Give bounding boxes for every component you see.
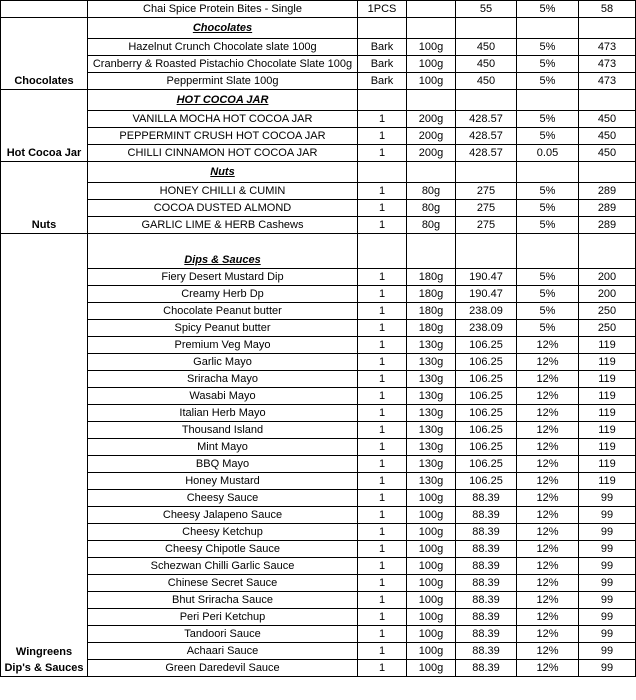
table-row: [1, 73, 636, 90]
item-price: 88.39: [456, 507, 517, 524]
table-row: [1, 473, 636, 490]
item-unit: 1: [358, 626, 407, 643]
table-row: [1, 217, 636, 234]
item-name: Tandoori Sauce: [88, 626, 358, 643]
item-qty: 80g: [407, 217, 456, 234]
item-unit: 1PCS: [358, 1, 407, 18]
table-row: [1, 388, 636, 405]
item-tax: 12%: [517, 405, 579, 422]
empty-cell: [579, 90, 636, 111]
item-qty: 100g: [407, 626, 456, 643]
table-row: [1, 145, 636, 162]
item-unit: Bark: [358, 56, 407, 73]
item-unit: 1: [358, 388, 407, 405]
empty-cell: [407, 162, 456, 183]
table-row: [1, 456, 636, 473]
item-tax: 12%: [517, 507, 579, 524]
item-total: 119: [579, 422, 636, 439]
item-tax: 12%: [517, 439, 579, 456]
item-qty: 200g: [407, 145, 456, 162]
item-tax: 5%: [517, 73, 579, 90]
item-price: 450: [456, 73, 517, 90]
item-unit: 1: [358, 128, 407, 145]
table-row: [1, 422, 636, 439]
item-qty: 100g: [407, 558, 456, 575]
empty-cell: [358, 162, 407, 183]
item-unit: 1: [358, 439, 407, 456]
item-total: 200: [579, 269, 636, 286]
table-row: [1, 128, 636, 145]
item-total: 119: [579, 473, 636, 490]
table-row: [1, 1, 636, 18]
item-qty: 180g: [407, 286, 456, 303]
item-qty: 80g: [407, 183, 456, 200]
item-tax: 5%: [517, 1, 579, 18]
item-unit: 1: [358, 111, 407, 128]
empty-cell: [579, 18, 636, 39]
item-qty: 130g: [407, 337, 456, 354]
item-price: 450: [456, 39, 517, 56]
item-tax: 12%: [517, 575, 579, 592]
item-price: 450: [456, 56, 517, 73]
item-tax: 12%: [517, 371, 579, 388]
item-qty: 130g: [407, 405, 456, 422]
table-row: [1, 592, 636, 609]
table-row: [1, 371, 636, 388]
item-tax: 12%: [517, 388, 579, 405]
table-row: [1, 39, 636, 56]
section-heading-row: [1, 162, 636, 183]
table-row: [1, 541, 636, 558]
item-unit: 1: [358, 337, 407, 354]
item-total: 119: [579, 337, 636, 354]
empty-cell: [579, 162, 636, 183]
item-tax: 5%: [517, 200, 579, 217]
item-total: 99: [579, 643, 636, 660]
section-heading-row: [1, 18, 636, 39]
item-tax: 12%: [517, 558, 579, 575]
item-unit: Bark: [358, 73, 407, 90]
item-name: Chinese Secret Sauce: [88, 575, 358, 592]
category-cell: Nuts: [1, 162, 88, 234]
item-tax: 12%: [517, 626, 579, 643]
category-line: Wingreens: [15, 646, 73, 658]
item-tax: 12%: [517, 524, 579, 541]
item-tax: 5%: [517, 39, 579, 56]
item-qty: 200g: [407, 128, 456, 145]
item-price: 106.25: [456, 388, 517, 405]
item-total: 473: [579, 73, 636, 90]
item-qty: 100g: [407, 541, 456, 558]
item-tax: 12%: [517, 660, 579, 677]
item-total: 250: [579, 320, 636, 337]
item-total: 250: [579, 303, 636, 320]
item-price: 238.09: [456, 303, 517, 320]
item-unit: Bark: [358, 39, 407, 56]
section-heading: HOT COCOA JAR: [88, 90, 358, 111]
item-tax: 12%: [517, 592, 579, 609]
table-row: [1, 660, 636, 677]
item-name: HONEY CHILLI & CUMIN: [88, 183, 358, 200]
category-line: Dip's & Sauces: [4, 662, 84, 674]
item-unit: 1: [358, 303, 407, 320]
empty-cell: [517, 162, 579, 183]
item-price: 275: [456, 183, 517, 200]
item-tax: 5%: [517, 111, 579, 128]
item-unit: 1: [358, 320, 407, 337]
item-tax: 12%: [517, 490, 579, 507]
table-row: [1, 337, 636, 354]
empty-cell: [358, 234, 407, 269]
item-total: 450: [579, 111, 636, 128]
item-tax: 5%: [517, 183, 579, 200]
item-qty: 130g: [407, 439, 456, 456]
table-row: [1, 575, 636, 592]
item-price: 106.25: [456, 422, 517, 439]
item-name: Peri Peri Ketchup: [88, 609, 358, 626]
item-total: 119: [579, 388, 636, 405]
item-total: 58: [579, 1, 636, 18]
item-name: Cheesy Chipotle Sauce: [88, 541, 358, 558]
item-qty: 200g: [407, 111, 456, 128]
item-qty: 100g: [407, 592, 456, 609]
item-unit: 1: [358, 200, 407, 217]
item-unit: 1: [358, 660, 407, 677]
item-name: Mint Mayo: [88, 439, 358, 456]
item-name: Sriracha Mayo: [88, 371, 358, 388]
item-tax: 12%: [517, 643, 579, 660]
item-tax: 5%: [517, 320, 579, 337]
item-name: Chocolate Peanut butter: [88, 303, 358, 320]
table-row: [1, 200, 636, 217]
item-unit: 1: [358, 558, 407, 575]
table-row: [1, 490, 636, 507]
item-price: 88.39: [456, 524, 517, 541]
item-price: 55: [456, 1, 517, 18]
item-name: Chai Spice Protein Bites - Single: [88, 1, 358, 18]
table-row: [1, 609, 636, 626]
category-cell: Hot Cocoa Jar: [1, 90, 88, 162]
item-qty: 100g: [407, 643, 456, 660]
item-name: Schezwan Chilli Garlic Sauce: [88, 558, 358, 575]
table-row: [1, 320, 636, 337]
item-name: VANILLA MOCHA HOT COCOA JAR: [88, 111, 358, 128]
item-tax: 12%: [517, 456, 579, 473]
item-name: Cheesy Jalapeno Sauce: [88, 507, 358, 524]
item-total: 119: [579, 439, 636, 456]
category-cell: [1, 234, 88, 677]
empty-cell: [407, 18, 456, 39]
item-tax: 5%: [517, 128, 579, 145]
item-price: 106.25: [456, 405, 517, 422]
item-name: Creamy Herb Dp: [88, 286, 358, 303]
item-name: PEPPERMINT CRUSH HOT COCOA JAR: [88, 128, 358, 145]
item-total: 99: [579, 507, 636, 524]
empty-cell: [407, 234, 456, 269]
item-total: 450: [579, 145, 636, 162]
item-tax: 5%: [517, 286, 579, 303]
item-qty: 100g: [407, 507, 456, 524]
item-qty: 100g: [407, 39, 456, 56]
item-price: 106.25: [456, 439, 517, 456]
item-unit: 1: [358, 541, 407, 558]
item-qty: 130g: [407, 388, 456, 405]
item-tax: 5%: [517, 217, 579, 234]
item-total: 450: [579, 128, 636, 145]
item-unit: 1: [358, 524, 407, 541]
item-total: 289: [579, 200, 636, 217]
empty-cell: [358, 90, 407, 111]
table-row: [1, 439, 636, 456]
item-name: Cheesy Sauce: [88, 490, 358, 507]
item-total: 99: [579, 541, 636, 558]
item-name: Spicy Peanut butter: [88, 320, 358, 337]
item-tax: 12%: [517, 541, 579, 558]
item-unit: 1: [358, 217, 407, 234]
item-price: 275: [456, 200, 517, 217]
table-row: [1, 524, 636, 541]
item-qty: 100g: [407, 575, 456, 592]
item-unit: 1: [358, 371, 407, 388]
item-name: BBQ Mayo: [88, 456, 358, 473]
item-name: Premium Veg Mayo: [88, 337, 358, 354]
item-price: 106.25: [456, 473, 517, 490]
item-name: GARLIC LIME & HERB Cashews: [88, 217, 358, 234]
item-unit: 1: [358, 507, 407, 524]
item-unit: 1: [358, 456, 407, 473]
item-price: 88.39: [456, 541, 517, 558]
item-total: 99: [579, 558, 636, 575]
section-heading: Nuts: [88, 162, 358, 183]
item-price: 88.39: [456, 626, 517, 643]
section-heading: Dips & Sauces: [88, 234, 358, 269]
item-tax: 5%: [517, 303, 579, 320]
item-unit: 1: [358, 609, 407, 626]
empty-cell: [456, 162, 517, 183]
category-cell: Chocolates: [1, 18, 88, 90]
item-name: Hazelnut Crunch Chocolate slate 100g: [88, 39, 358, 56]
item-unit: 1: [358, 269, 407, 286]
item-price: 88.39: [456, 490, 517, 507]
item-qty: 130g: [407, 473, 456, 490]
item-name: Wasabi Mayo: [88, 388, 358, 405]
item-price: 238.09: [456, 320, 517, 337]
item-qty: 80g: [407, 200, 456, 217]
item-name: Cranberry & Roasted Pistachio Chocolate Slate 100g: [88, 56, 358, 73]
item-name: Green Daredevil Sauce: [88, 660, 358, 677]
item-qty: 180g: [407, 320, 456, 337]
item-qty: [407, 1, 456, 18]
item-price: 88.39: [456, 660, 517, 677]
item-qty: 130g: [407, 354, 456, 371]
item-tax: 12%: [517, 609, 579, 626]
item-tax: 5%: [517, 269, 579, 286]
item-tax: 12%: [517, 473, 579, 490]
item-total: 119: [579, 456, 636, 473]
item-qty: 100g: [407, 73, 456, 90]
item-unit: 1: [358, 490, 407, 507]
table-row: [1, 303, 636, 320]
item-name: Achaari Sauce: [88, 643, 358, 660]
item-tax: 12%: [517, 337, 579, 354]
item-unit: 1: [358, 145, 407, 162]
empty-cell: [358, 18, 407, 39]
item-unit: 1: [358, 422, 407, 439]
item-qty: 100g: [407, 609, 456, 626]
item-total: 99: [579, 609, 636, 626]
sheet-body: [1, 1, 636, 677]
item-price: 106.25: [456, 337, 517, 354]
item-price: 190.47: [456, 286, 517, 303]
item-qty: 100g: [407, 56, 456, 73]
item-total: 99: [579, 524, 636, 541]
item-qty: 100g: [407, 660, 456, 677]
item-tax: 12%: [517, 422, 579, 439]
empty-cell: [456, 18, 517, 39]
item-unit: 1: [358, 286, 407, 303]
table-row: [1, 354, 636, 371]
table-row: [1, 643, 636, 660]
empty-cell: [456, 90, 517, 111]
table-row: [1, 405, 636, 422]
item-qty: 100g: [407, 490, 456, 507]
item-unit: 1: [358, 405, 407, 422]
item-total: 119: [579, 405, 636, 422]
item-total: 99: [579, 592, 636, 609]
item-price: 275: [456, 217, 517, 234]
item-qty: 180g: [407, 303, 456, 320]
item-name: Garlic Mayo: [88, 354, 358, 371]
item-unit: 1: [358, 354, 407, 371]
item-total: 289: [579, 217, 636, 234]
item-price: 88.39: [456, 643, 517, 660]
item-price: 428.57: [456, 145, 517, 162]
empty-cell: [407, 90, 456, 111]
empty-cell: [517, 234, 579, 269]
item-qty: 130g: [407, 371, 456, 388]
item-price: 88.39: [456, 558, 517, 575]
item-unit: 1: [358, 643, 407, 660]
item-qty: 100g: [407, 524, 456, 541]
empty-cell: [517, 90, 579, 111]
item-price: 428.57: [456, 111, 517, 128]
item-total: 99: [579, 575, 636, 592]
table-row: [1, 286, 636, 303]
section-heading-row: [1, 234, 636, 269]
item-name: Bhut Sriracha Sauce: [88, 592, 358, 609]
item-total: 473: [579, 56, 636, 73]
item-price: 88.39: [456, 592, 517, 609]
category-cell: [1, 1, 88, 18]
item-total: 119: [579, 354, 636, 371]
item-name: Cheesy Ketchup: [88, 524, 358, 541]
item-name: Honey Mustard: [88, 473, 358, 490]
item-qty: 130g: [407, 456, 456, 473]
item-total: 119: [579, 371, 636, 388]
table-row: [1, 111, 636, 128]
item-qty: 130g: [407, 422, 456, 439]
empty-cell: [517, 18, 579, 39]
item-price: 428.57: [456, 128, 517, 145]
item-name: Peppermint Slate 100g: [88, 73, 358, 90]
empty-cell: [456, 234, 517, 269]
item-unit: 1: [358, 575, 407, 592]
item-price: 88.39: [456, 609, 517, 626]
item-total: 99: [579, 660, 636, 677]
item-name: COCOA DUSTED ALMOND: [88, 200, 358, 217]
item-name: Italian Herb Mayo: [88, 405, 358, 422]
item-price: 88.39: [456, 575, 517, 592]
table-row: [1, 507, 636, 524]
section-heading-row: [1, 90, 636, 111]
item-price: 106.25: [456, 354, 517, 371]
item-name: Fiery Desert Mustard Dip: [88, 269, 358, 286]
item-price: 190.47: [456, 269, 517, 286]
table-row: [1, 183, 636, 200]
item-name: CHILLI CINNAMON HOT COCOA JAR: [88, 145, 358, 162]
item-qty: 180g: [407, 269, 456, 286]
table-row: [1, 558, 636, 575]
item-price: 106.25: [456, 456, 517, 473]
empty-cell: [579, 234, 636, 269]
item-total: 99: [579, 626, 636, 643]
item-unit: 1: [358, 592, 407, 609]
item-total: 473: [579, 39, 636, 56]
item-unit: 1: [358, 473, 407, 490]
item-total: 99: [579, 490, 636, 507]
item-tax: 0.05: [517, 145, 579, 162]
item-tax: 12%: [517, 354, 579, 371]
section-heading: Chocolates: [88, 18, 358, 39]
table-row: [1, 626, 636, 643]
item-name: Thousand Island: [88, 422, 358, 439]
table-row: [1, 56, 636, 73]
item-price: 106.25: [456, 371, 517, 388]
item-total: 289: [579, 183, 636, 200]
item-unit: 1: [358, 183, 407, 200]
table-row: [1, 269, 636, 286]
item-total: 200: [579, 286, 636, 303]
item-tax: 5%: [517, 56, 579, 73]
